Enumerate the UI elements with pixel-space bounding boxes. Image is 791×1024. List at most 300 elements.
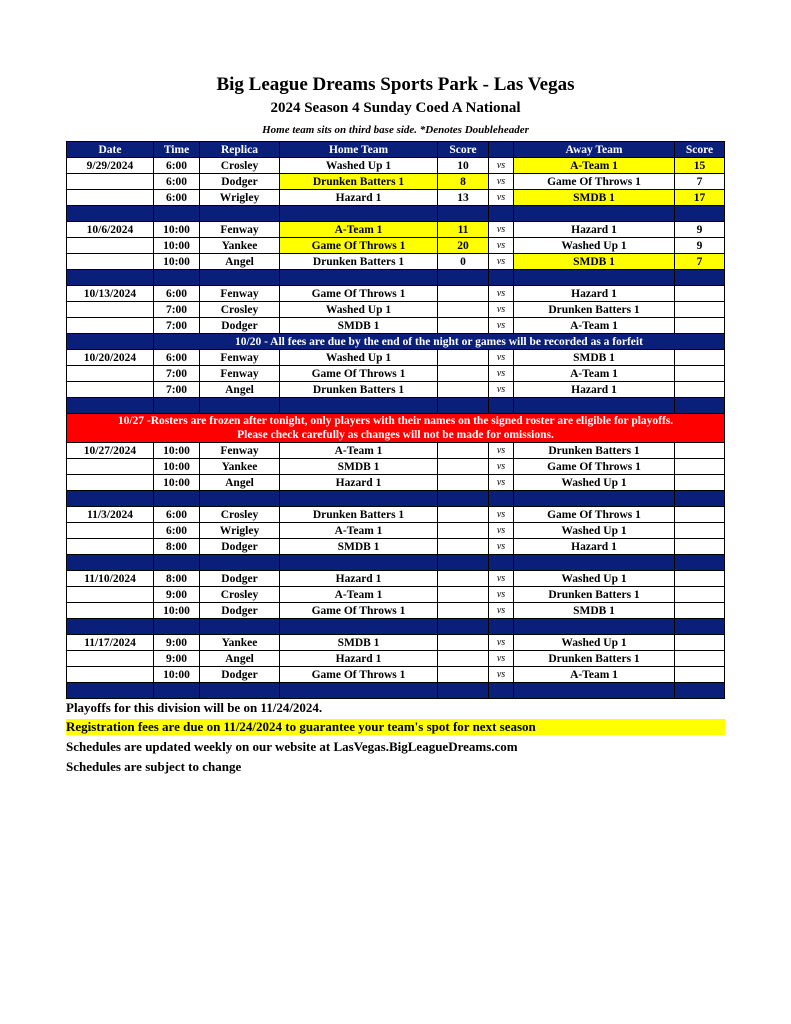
game-time: 6:00 [154,174,200,190]
away-score: 9 [675,238,725,254]
game-row [67,382,725,398]
separator-cell [438,555,489,571]
home-score: 13 [438,190,489,206]
away-score: 9 [675,222,725,238]
game-date: 10/27/2024 [67,443,154,459]
away-team: A-Team 1 [514,667,675,683]
schedule-note: Home team sits on third base side. *Denotes Doubleheader [262,124,529,136]
home-team: Hazard 1 [280,475,438,491]
game-field: Crosley [200,587,280,603]
game-row [67,190,725,206]
registration-note: Registration fees are due on 11/24/2024 to guarantee your team's spot for next season [66,719,725,735]
separator-cell [489,206,514,222]
away-score [675,459,725,475]
separator-cell [489,398,514,414]
home-score [438,475,489,491]
separator-cell [280,270,438,286]
separator-row [67,619,725,635]
separator-cell [514,398,675,414]
vs-label: vs [489,350,514,366]
home-score [438,571,489,587]
game-date [67,318,154,334]
away-team: Washed Up 1 [514,523,675,539]
separator-cell [675,398,725,414]
game-field: Angel [200,382,280,398]
away-team: SMDB 1 [514,350,675,366]
game-field: Dodger [200,539,280,555]
playoffs-note: Playoffs for this division will be on 11/24/2024. [66,700,323,715]
subject-to-change-note: Schedules are subject to change [66,759,242,774]
vs-label: vs [489,158,514,174]
home-score [438,459,489,475]
home-team: A-Team 1 [280,587,438,603]
home-score [438,667,489,683]
header-row [67,142,725,158]
separator-cell [280,683,438,699]
game-field: Fenway [200,222,280,238]
game-row [67,238,725,254]
game-date: 11/10/2024 [67,571,154,587]
away-score [675,302,725,318]
separator-cell [200,619,280,635]
vs-label: vs [489,190,514,206]
away-team: Game Of Throws 1 [514,174,675,190]
home-team: Drunken Batters 1 [280,174,438,190]
vs-label: vs [489,587,514,603]
vs-label: vs [489,459,514,475]
game-field: Yankee [200,238,280,254]
alert-cell [67,414,725,443]
away-score [675,651,725,667]
game-field: Dodger [200,603,280,619]
away-score [675,350,725,366]
game-row [67,507,725,523]
separator-cell [438,206,489,222]
separator-cell [280,491,438,507]
game-row [67,302,725,318]
home-team: Drunken Batters 1 [280,507,438,523]
away-team: Hazard 1 [514,382,675,398]
away-score [675,507,725,523]
game-field: Fenway [200,350,280,366]
notice-row [67,334,725,350]
separator-cell [200,683,280,699]
home-team: Game Of Throws 1 [280,366,438,382]
game-field: Dodger [200,318,280,334]
notice-text: 10/20 - All fees are due by the end of the night or games will be recorded as a forfeit [154,334,725,350]
home-score [438,350,489,366]
game-field: Dodger [200,174,280,190]
game-field: Angel [200,475,280,491]
game-date: 10/20/2024 [67,350,154,366]
separator-cell [67,683,154,699]
separator-cell [514,206,675,222]
away-score [675,382,725,398]
game-row [67,603,725,619]
away-team: A-Team 1 [514,318,675,334]
separator-cell [280,555,438,571]
vs-label: vs [489,571,514,587]
vs-label: vs [489,539,514,555]
separator-cell [200,398,280,414]
away-team: Drunken Batters 1 [514,587,675,603]
game-date [67,667,154,683]
home-team: Washed Up 1 [280,350,438,366]
home-team: SMDB 1 [280,635,438,651]
home-team: Drunken Batters 1 [280,382,438,398]
game-time: 10:00 [154,475,200,491]
vs-label: vs [489,366,514,382]
game-date: 10/6/2024 [67,222,154,238]
separator-cell [67,555,154,571]
game-row [67,286,725,302]
game-time: 7:00 [154,318,200,334]
vs-label: vs [489,635,514,651]
separator-cell [438,270,489,286]
game-time: 10:00 [154,459,200,475]
separator-cell [154,491,200,507]
page-title: Big League Dreams Sports Park - Las Vegas [216,74,575,95]
game-field: Dodger [200,571,280,587]
vs-label: vs [489,475,514,491]
game-time: 10:00 [154,238,200,254]
away-score [675,318,725,334]
vs-label: vs [489,667,514,683]
alert-row [67,414,725,443]
vs-label: vs [489,523,514,539]
game-row [67,350,725,366]
game-date: 10/13/2024 [67,286,154,302]
separator-cell [200,270,280,286]
separator-cell [514,555,675,571]
separator-row [67,683,725,699]
separator-cell [67,619,154,635]
home-team: Washed Up 1 [280,158,438,174]
vs-label: vs [489,603,514,619]
notice-cell [67,334,154,350]
away-score [675,571,725,587]
game-time: 10:00 [154,254,200,270]
vs-label: vs [489,174,514,190]
home-score [438,651,489,667]
separator-cell [489,555,514,571]
game-date [67,254,154,270]
game-field: Crosley [200,158,280,174]
game-field: Wrigley [200,190,280,206]
separator-cell [67,491,154,507]
away-team: Game Of Throws 1 [514,507,675,523]
away-team: Hazard 1 [514,222,675,238]
vs-label: vs [489,286,514,302]
away-team: Washed Up 1 [514,475,675,491]
home-team: SMDB 1 [280,539,438,555]
game-field: Fenway [200,366,280,382]
separator-cell [489,491,514,507]
game-date [67,366,154,382]
away-team: SMDB 1 [514,603,675,619]
separator-cell [438,398,489,414]
away-score: 15 [675,158,725,174]
away-score [675,667,725,683]
game-time: 9:00 [154,587,200,603]
game-time: 9:00 [154,635,200,651]
game-date [67,523,154,539]
alert-line: 10/27 -Rosters are frozen after tonight, only players with their names on the signed roster are eligible for playoffs. [117,415,674,427]
column-header-home-team: Home Team [280,142,438,158]
separator-cell [154,270,200,286]
game-time: 10:00 [154,222,200,238]
game-row [67,667,725,683]
home-team: Game Of Throws 1 [280,286,438,302]
game-time: 7:00 [154,382,200,398]
website-note: Schedules are updated weekly on our website at LasVegas.BigLeagueDreams.com [66,739,518,754]
vs-label: vs [489,382,514,398]
game-time: 6:00 [154,507,200,523]
away-score: 7 [675,174,725,190]
separator-cell [514,491,675,507]
game-field: Angel [200,651,280,667]
game-time: 6:00 [154,190,200,206]
away-team: A-Team 1 [514,158,675,174]
home-score: 8 [438,174,489,190]
home-score [438,318,489,334]
home-team: Game Of Throws 1 [280,667,438,683]
away-score [675,587,725,603]
game-field: Angel [200,254,280,270]
game-field: Dodger [200,667,280,683]
column-header-away-team: Away Team [514,142,675,158]
game-time: 10:00 [154,443,200,459]
game-time: 10:00 [154,603,200,619]
column-header-vs [489,142,514,158]
separator-cell [200,491,280,507]
separator-cell [154,683,200,699]
game-date [67,174,154,190]
home-team: A-Team 1 [280,523,438,539]
schedule-table [66,141,725,699]
home-score [438,382,489,398]
game-date [67,459,154,475]
home-score [438,539,489,555]
home-score [438,507,489,523]
game-field: Fenway [200,286,280,302]
home-team: Game Of Throws 1 [280,603,438,619]
game-field: Yankee [200,635,280,651]
separator-cell [67,270,154,286]
separator-cell [280,619,438,635]
game-row [67,539,725,555]
game-row [67,475,725,491]
separator-row [67,491,725,507]
separator-cell [514,270,675,286]
home-score [438,587,489,603]
home-team: Drunken Batters 1 [280,254,438,270]
game-time: 6:00 [154,350,200,366]
game-time: 8:00 [154,539,200,555]
game-row [67,571,725,587]
game-row [67,651,725,667]
game-row [67,635,725,651]
away-team: A-Team 1 [514,366,675,382]
game-time: 6:00 [154,286,200,302]
away-team: Hazard 1 [514,286,675,302]
home-score [438,523,489,539]
page-subtitle: 2024 Season 4 Sunday Coed A National [270,100,521,116]
home-score: 10 [438,158,489,174]
game-date: 11/17/2024 [67,635,154,651]
home-team: A-Team 1 [280,222,438,238]
separator-cell [67,398,154,414]
separator-row [67,206,725,222]
column-header-replica: Replica [200,142,280,158]
game-row [67,222,725,238]
home-score [438,302,489,318]
home-score [438,443,489,459]
game-time: 7:00 [154,366,200,382]
separator-cell [438,619,489,635]
separator-cell [154,206,200,222]
separator-cell [154,398,200,414]
game-field: Fenway [200,443,280,459]
column-header-home-score: Score [438,142,489,158]
game-time: 10:00 [154,667,200,683]
vs-label: vs [489,254,514,270]
game-date [67,382,154,398]
game-date [67,475,154,491]
separator-cell [489,683,514,699]
vs-label: vs [489,222,514,238]
separator-cell [675,270,725,286]
away-team: Drunken Batters 1 [514,443,675,459]
separator-cell [489,619,514,635]
away-score [675,523,725,539]
separator-cell [280,398,438,414]
game-time: 7:00 [154,302,200,318]
game-row [67,587,725,603]
separator-cell [154,619,200,635]
column-header-date: Date [67,142,154,158]
game-row [67,459,725,475]
away-team: SMDB 1 [514,190,675,206]
separator-cell [280,206,438,222]
away-score [675,443,725,459]
separator-cell [514,683,675,699]
away-score [675,603,725,619]
game-row [67,254,725,270]
game-date [67,190,154,206]
separator-cell [514,619,675,635]
separator-cell [675,683,725,699]
game-row [67,318,725,334]
vs-label: vs [489,651,514,667]
game-date [67,238,154,254]
home-score [438,635,489,651]
game-date: 11/3/2024 [67,507,154,523]
separator-row [67,555,725,571]
away-team: SMDB 1 [514,254,675,270]
away-team: Washed Up 1 [514,635,675,651]
game-date [67,539,154,555]
away-score: 17 [675,190,725,206]
game-row [67,174,725,190]
separator-cell [67,206,154,222]
separator-cell [438,683,489,699]
home-team: Game Of Throws 1 [280,238,438,254]
separator-cell [200,555,280,571]
vs-label: vs [489,318,514,334]
column-header-time: Time [154,142,200,158]
home-score [438,286,489,302]
home-team: SMDB 1 [280,459,438,475]
home-team: SMDB 1 [280,318,438,334]
away-team: Hazard 1 [514,539,675,555]
away-team: Game Of Throws 1 [514,459,675,475]
home-team: Hazard 1 [280,190,438,206]
separator-cell [675,491,725,507]
separator-cell [675,619,725,635]
vs-label: vs [489,443,514,459]
away-team: Drunken Batters 1 [514,302,675,318]
home-score [438,603,489,619]
away-team: Drunken Batters 1 [514,651,675,667]
away-team: Washed Up 1 [514,571,675,587]
vs-label: vs [489,302,514,318]
home-score: 20 [438,238,489,254]
separator-cell [675,206,725,222]
game-date: 9/29/2024 [67,158,154,174]
separator-row [67,270,725,286]
separator-cell [438,491,489,507]
home-team: Washed Up 1 [280,302,438,318]
home-score: 11 [438,222,489,238]
game-row [67,158,725,174]
game-time: 6:00 [154,523,200,539]
game-field: Crosley [200,507,280,523]
home-team: Hazard 1 [280,651,438,667]
game-row [67,366,725,382]
away-score [675,475,725,491]
separator-cell [154,555,200,571]
home-team: A-Team 1 [280,443,438,459]
column-header-away-score: Score [675,142,725,158]
game-date [67,302,154,318]
game-row [67,523,725,539]
vs-label: vs [489,507,514,523]
away-team: Washed Up 1 [514,238,675,254]
home-team: Hazard 1 [280,571,438,587]
game-time: 6:00 [154,158,200,174]
separator-cell [489,270,514,286]
alert-line: Please check carefully as changes will not be made for omissions. [237,429,554,441]
away-score: 7 [675,254,725,270]
game-time: 8:00 [154,571,200,587]
home-score: 0 [438,254,489,270]
vs-label: vs [489,238,514,254]
game-field: Crosley [200,302,280,318]
away-score [675,286,725,302]
away-score [675,539,725,555]
away-score [675,366,725,382]
game-date [67,587,154,603]
game-row [67,443,725,459]
separator-cell [675,555,725,571]
separator-cell [200,206,280,222]
home-score [438,366,489,382]
game-field: Yankee [200,459,280,475]
game-field: Wrigley [200,523,280,539]
away-score [675,635,725,651]
game-date [67,603,154,619]
